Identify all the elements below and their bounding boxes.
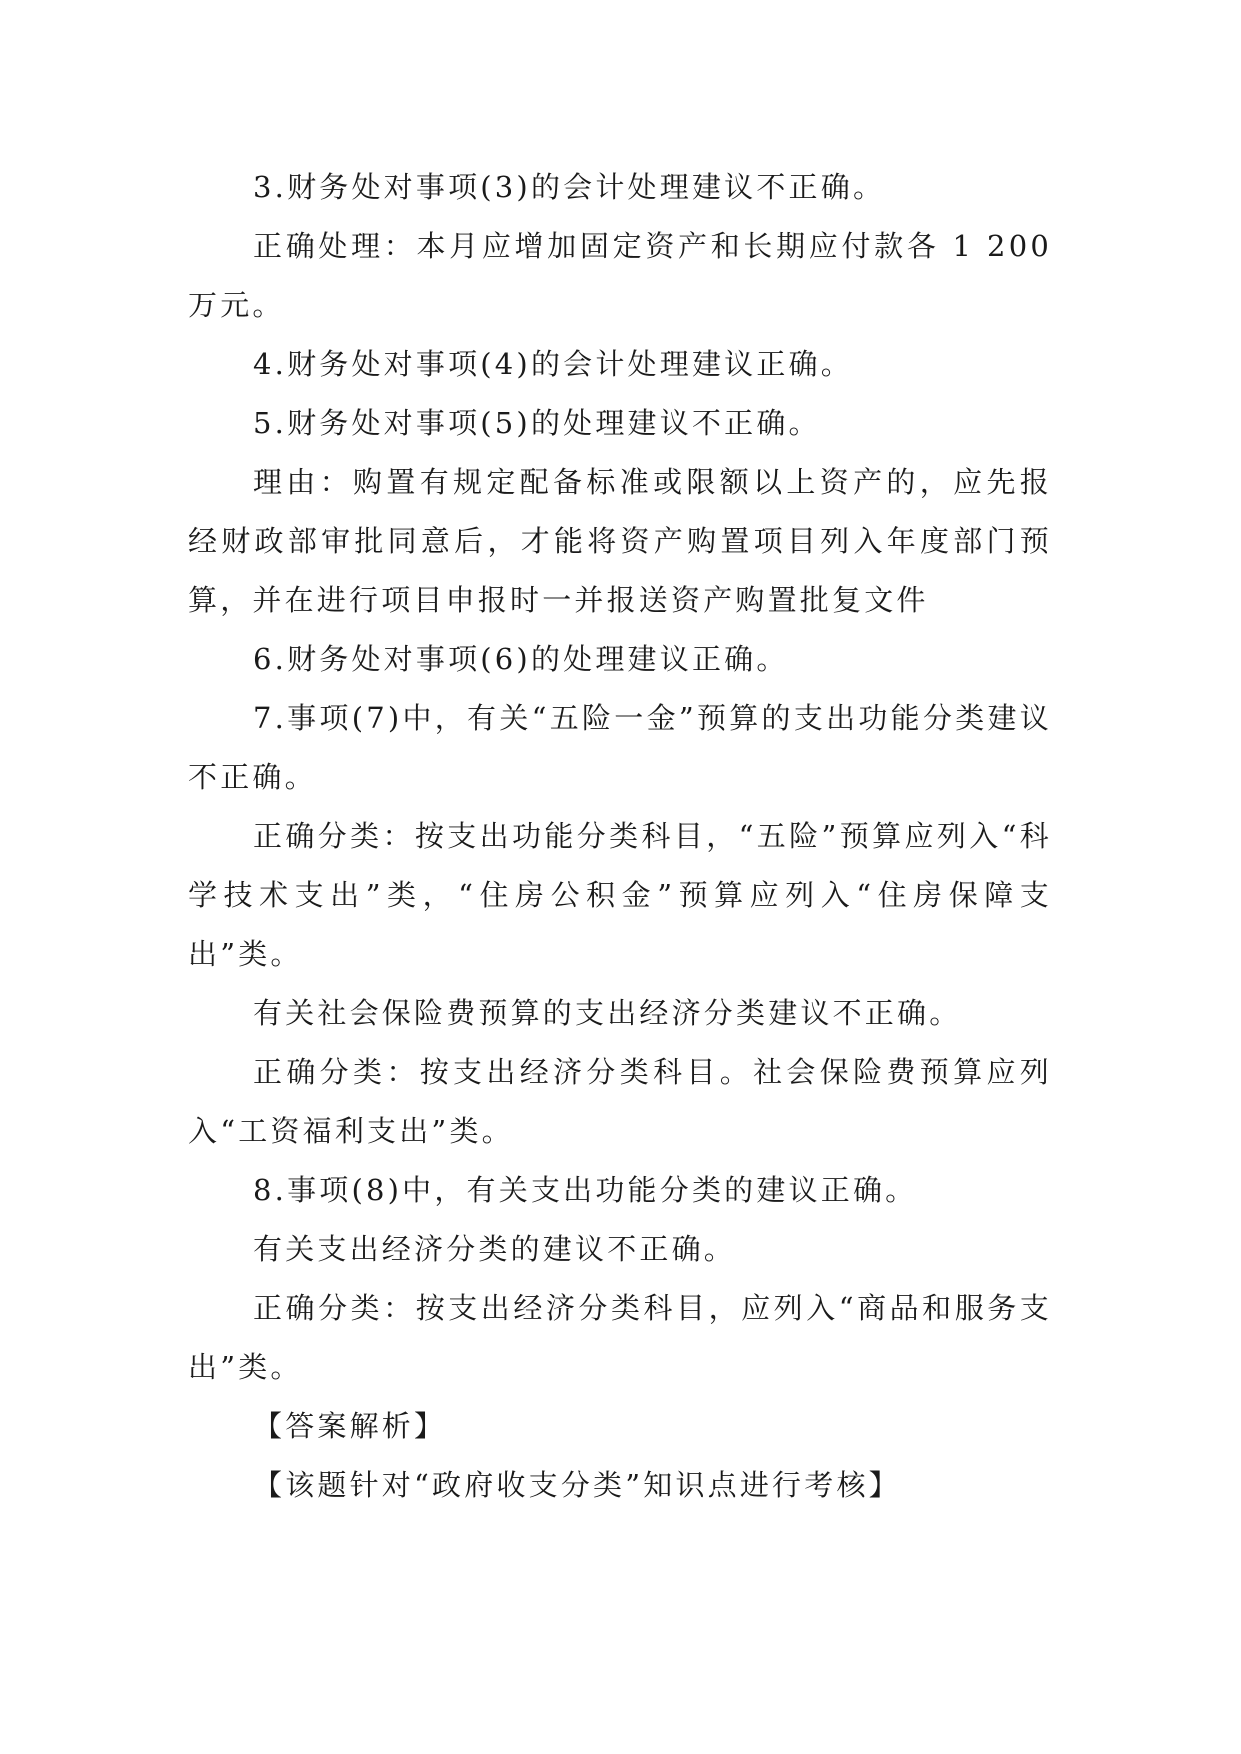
paragraph-item-8-economic-classification: 正确分类：按支出经济分类科目，应列入“商品和服务支出”类。 — [188, 1291, 1052, 1384]
paragraph-item-6-conclusion: 6.财务处对事项(6)的处理建议正确。 — [253, 642, 789, 676]
paragraph-item-8-economic-conclusion: 有关支出经济分类的建议不正确。 — [253, 1232, 737, 1266]
paragraph-item-7-economic-conclusion: 有关社会保险费预算的支出经济分类建议不正确。 — [253, 996, 962, 1030]
paragraph-item-7-conclusion: 7.事项(7)中，有关“五险一金”预算的支出功能分类建议不正确。 — [188, 701, 1052, 794]
paragraph-item-5-conclusion: 5.财务处对事项(5)的处理建议不正确。 — [253, 406, 821, 440]
paragraph-item-7-economic-classification: 正确分类：按支出经济分类科目。社会保险费预算应列入“工资福利支出”类。 — [188, 1055, 1052, 1148]
paragraph-item-3-correct-treatment: 正确处理：本月应增加固定资产和长期应付款各 1 200 万元。 — [188, 229, 1052, 322]
paragraph-item-3-conclusion: 3.财务处对事项(3)的会计处理建议不正确。 — [253, 170, 886, 204]
document-body — [188, 158, 1052, 1515]
paragraph-item-8-conclusion: 8.事项(8)中，有关支出功能分类的建议正确。 — [253, 1173, 918, 1207]
paragraph-item-5-reason: 理由：购置有规定配备标准或限额以上资产的，应先报经财政部审批同意后，才能将资产购置项目列入年度部门预算，并在进行项目申报时一并报送资产购置批复文件 — [188, 465, 1052, 617]
knowledge-point-note: 【该题针对“政府收支分类”知识点进行考核】 — [253, 1468, 901, 1502]
answer-analysis-heading: 【答案解析】 — [253, 1409, 447, 1443]
paragraph-item-4-conclusion: 4.财务处对事项(4)的会计处理建议正确。 — [253, 347, 853, 381]
paragraph-item-7-functional-classification: 正确分类：按支出功能分类科目，“五险”预算应列入“科学技术支出”类，“住房公积金”预算应列入“住房保障支出”类。 — [188, 819, 1052, 971]
